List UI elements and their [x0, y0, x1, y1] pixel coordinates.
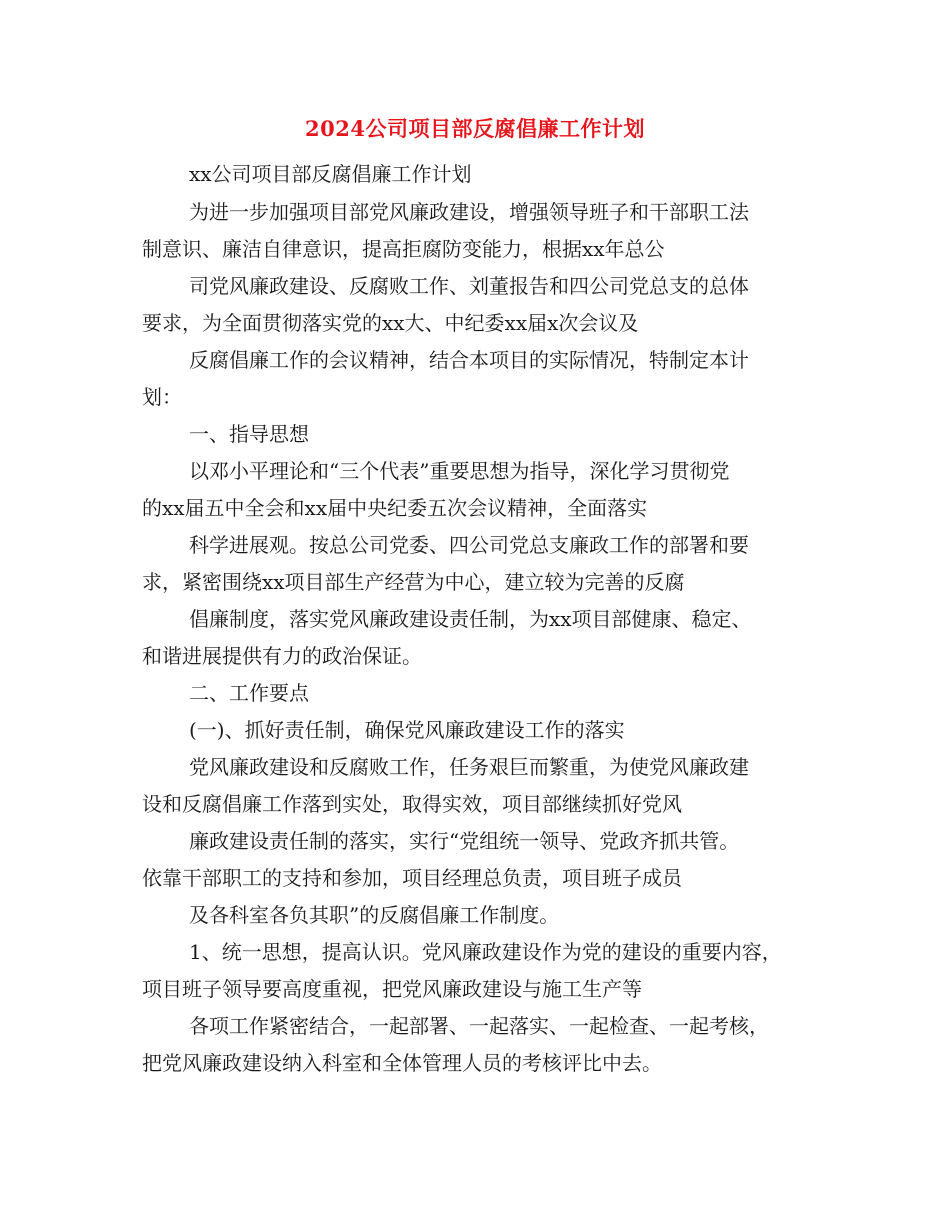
section-heading: 一、指导思想 — [189, 422, 309, 446]
paragraph-line: 把党风廉政建设纳入科室和全体管理人员的考核评比中去。 — [142, 1051, 662, 1075]
paragraph-line: 以邓小平理论和“三个代表”重要思想为指导，深化学习贯彻党 — [189, 459, 730, 483]
section-heading: 二、工作要点 — [189, 681, 309, 705]
paragraph-line: 和谐进展提供有力的政治保证。 — [142, 644, 422, 668]
paragraph-line: 要求，为全面贯彻落实党的xx大、中纪委xx届x次会议及 — [142, 311, 639, 335]
paragraph-line: 1、统一思想，提高认识。党风廉政建设作为党的建设的重要内容， — [189, 940, 782, 964]
paragraph-line: 求，紧密围绕xx项目部生产经营为中心，建立较为完善的反腐 — [142, 570, 685, 594]
paragraph-line: 及各科室各负其职”的反腐倡廉工作制度。 — [189, 903, 560, 927]
doc-subtitle-line: xx公司项目部反腐倡廉工作计划 — [189, 162, 472, 186]
paragraph-line: 廉政建设责任制的落实，实行“党组统一领导、党政齐抓共管。 — [189, 829, 740, 853]
paragraph-line: 党风廉政建设和反腐败工作，任务艰巨而繁重，为使党风廉政建 — [189, 755, 749, 779]
paragraph-line: 设和反腐倡廉工作落到实处，取得实效，项目部继续抓好党风 — [142, 792, 682, 816]
paragraph-line: 划： — [142, 385, 182, 409]
paragraph-line: 的xx届五中全会和xx届中央纪委五次会议精神，全面落实 — [142, 496, 648, 520]
paragraph-line: 项目班子领导要高度重视，把党风廉政建设与施工生产等 — [142, 977, 642, 1001]
paragraph-line: 反腐倡廉工作的会议精神，结合本项目的实际情况，特制定本计 — [189, 348, 749, 372]
paragraph-line: 司党风廉政建设、反腐败工作、刘董报告和四公司党总支的总体 — [189, 274, 749, 298]
paragraph-line: 制意识、廉洁自律意识，提高拒腐防变能力，根据xx年总公 — [142, 237, 665, 261]
paragraph-line: 依靠干部职工的支持和参加，项目经理总负责，项目班子成员 — [142, 866, 682, 890]
paragraph-line: 各项工作紧密结合，一起部署、一起落实、一起检查、一起考核， — [189, 1014, 769, 1038]
document-title: 2024公司项目部反腐倡廉工作计划 — [305, 116, 645, 141]
paragraph-line: 倡廉制度，落实党风廉政建设责任制，为xx项目部健康、稳定、 — [189, 607, 752, 631]
paragraph-line: 为进一步加强项目部党风廉政建设，增强领导班子和干部职工法 — [189, 200, 749, 224]
subsection-heading: (一)、抓好责任制，确保党风廉政建设工作的落实 — [189, 718, 625, 742]
paragraph-line: 科学进展观。按总公司党委、四公司党总支廉政工作的部署和要 — [189, 533, 749, 557]
